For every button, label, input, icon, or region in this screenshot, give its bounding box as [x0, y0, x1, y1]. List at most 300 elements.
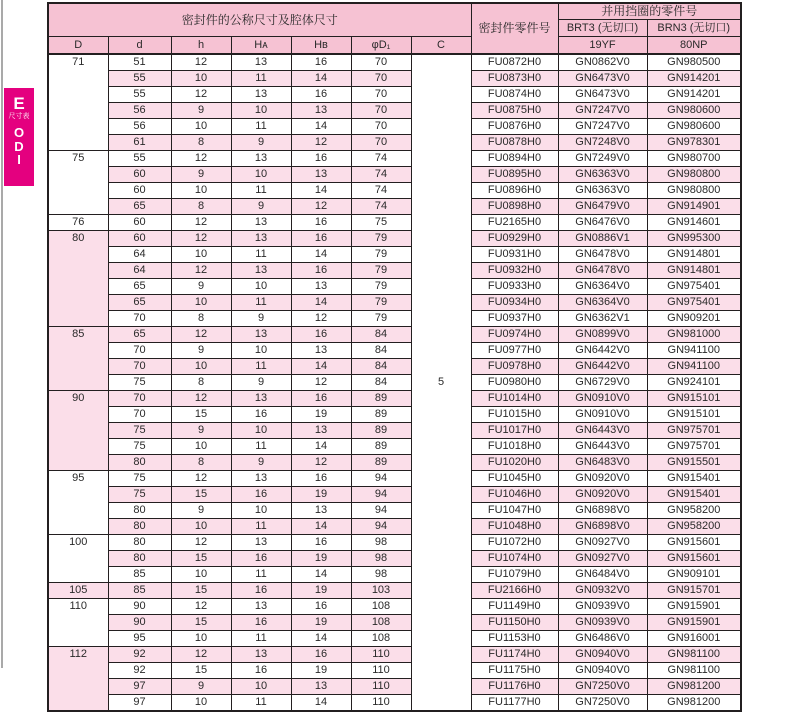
cell-seal-part-no: FU1045H0: [471, 471, 558, 487]
cell-brt3-part-no: GN6473V0: [558, 87, 647, 103]
table-row: [48, 535, 741, 551]
cell-d: 65: [108, 199, 171, 215]
cell-D: 112: [48, 647, 108, 712]
cell-HB: 13: [291, 503, 351, 519]
cell-seal-part-no: FU0977H0: [471, 343, 558, 359]
col-header-phiD1: φD₁: [351, 37, 411, 55]
cell-h: 10: [171, 183, 231, 199]
tab-code-o: O: [13, 125, 25, 140]
table-row: [48, 551, 741, 567]
cell-brt3-part-no: GN6898V0: [558, 519, 647, 535]
cell-HB: 14: [291, 71, 351, 87]
cell-brn3-part-no: GN981200: [647, 695, 741, 712]
cell-HB: 16: [291, 215, 351, 231]
cell-HA: 13: [231, 471, 291, 487]
table-row: [48, 519, 741, 535]
cell-HA: 11: [231, 567, 291, 583]
cell-HA: 11: [231, 359, 291, 375]
cell-brt3-part-no: GN6362V1: [558, 311, 647, 327]
cell-HB: 19: [291, 615, 351, 631]
table-row: [48, 599, 741, 615]
cell-seal-part-no: FU1020H0: [471, 455, 558, 471]
cell-seal-part-no: FU0896H0: [471, 183, 558, 199]
cell-seal-part-no: FU0931H0: [471, 247, 558, 263]
cell-HB: 13: [291, 167, 351, 183]
cell-phiD1: 108: [351, 615, 411, 631]
cell-seal-part-no: FU1017H0: [471, 423, 558, 439]
cell-h: 8: [171, 455, 231, 471]
cell-h: 10: [171, 71, 231, 87]
table-row: [48, 647, 741, 663]
cell-seal-part-no: FU1177H0: [471, 695, 558, 712]
cell-h: 12: [171, 327, 231, 343]
dims-group-header: 密封件的公称尺寸及腔体尺寸: [48, 3, 471, 37]
cell-HA: 11: [231, 295, 291, 311]
table-body: [48, 54, 741, 711]
table-row: [48, 375, 741, 391]
cell-HA: 9: [231, 135, 291, 151]
cell-d: 92: [108, 647, 171, 663]
cell-brn3-part-no: GN924101: [647, 375, 741, 391]
cell-phiD1: 110: [351, 647, 411, 663]
cell-brn3-part-no: GN914901: [647, 199, 741, 215]
cell-phiD1: 89: [351, 439, 411, 455]
table-row: [48, 487, 741, 503]
cell-phiD1: 89: [351, 391, 411, 407]
cell-d: 80: [108, 551, 171, 567]
col-header-HB: Hʙ: [291, 37, 351, 55]
table-row: [48, 567, 741, 583]
cell-HB: 13: [291, 103, 351, 119]
table-row: [48, 471, 741, 487]
cell-HB: 19: [291, 551, 351, 567]
cell-brn3-part-no: GN981100: [647, 663, 741, 679]
cell-HA: 16: [231, 487, 291, 503]
cell-h: 9: [171, 103, 231, 119]
cell-HA: 13: [231, 327, 291, 343]
cell-HB: 14: [291, 519, 351, 535]
cell-HA: 11: [231, 71, 291, 87]
cell-brn3-part-no: GN915501: [647, 455, 741, 471]
cell-seal-part-no: FU0929H0: [471, 231, 558, 247]
table-row: [48, 583, 741, 599]
cell-HA: 11: [231, 631, 291, 647]
cell-HB: 16: [291, 471, 351, 487]
cell-HA: 13: [231, 599, 291, 615]
cell-phiD1: 94: [351, 519, 411, 535]
cell-HB: 12: [291, 455, 351, 471]
cell-HA: 16: [231, 663, 291, 679]
cell-HB: 14: [291, 119, 351, 135]
cell-d: 64: [108, 263, 171, 279]
cell-seal-part-no: FU0978H0: [471, 359, 558, 375]
cell-phiD1: 103: [351, 583, 411, 599]
table-row: [48, 343, 741, 359]
table-row: [48, 455, 741, 471]
col-header-HA: Hᴀ: [231, 37, 291, 55]
table-row: [48, 71, 741, 87]
cell-d: 75: [108, 471, 171, 487]
table-row: [48, 167, 741, 183]
cell-phiD1: 94: [351, 471, 411, 487]
cell-D: 80: [48, 231, 108, 327]
cell-brn3-part-no: GN980500: [647, 54, 741, 71]
cell-phiD1: 79: [351, 263, 411, 279]
table-row: [48, 247, 741, 263]
cell-brt3-part-no: GN6364V0: [558, 279, 647, 295]
cell-phiD1: 110: [351, 695, 411, 712]
cell-D: 85: [48, 327, 108, 391]
cell-d: 70: [108, 407, 171, 423]
cell-HB: 16: [291, 54, 351, 71]
cell-h: 12: [171, 215, 231, 231]
cell-HB: 16: [291, 647, 351, 663]
table-row: [48, 695, 741, 712]
cell-d: 70: [108, 343, 171, 359]
cell-d: 80: [108, 535, 171, 551]
cell-h: 10: [171, 439, 231, 455]
cell-brt3-part-no: GN6443V0: [558, 423, 647, 439]
cell-brt3-part-no: GN0862V0: [558, 54, 647, 71]
cell-d: 60: [108, 167, 171, 183]
cell-phiD1: 70: [351, 87, 411, 103]
cell-phiD1: 79: [351, 279, 411, 295]
cell-d: 90: [108, 599, 171, 615]
cell-brn3-part-no: GN915401: [647, 471, 741, 487]
cell-D: 75: [48, 151, 108, 215]
cell-phiD1: 70: [351, 103, 411, 119]
cell-HB: 14: [291, 631, 351, 647]
cell-d: 61: [108, 135, 171, 151]
table-row: [48, 631, 741, 647]
cell-HA: 16: [231, 551, 291, 567]
cell-d: 65: [108, 279, 171, 295]
cell-d: 75: [108, 423, 171, 439]
cell-brn3-part-no: GN909201: [647, 311, 741, 327]
cell-brn3-part-no: GN981000: [647, 327, 741, 343]
cell-brt3-part-no: GN0886V1: [558, 231, 647, 247]
cell-phiD1: 108: [351, 599, 411, 615]
cell-brt3-part-no: GN6486V0: [558, 631, 647, 647]
section-tab: [4, 88, 34, 186]
cell-seal-part-no: FU0876H0: [471, 119, 558, 135]
cell-d: 75: [108, 439, 171, 455]
cell-brt3-part-no: GN6442V0: [558, 343, 647, 359]
cell-brt3-part-no: GN6364V0: [558, 295, 647, 311]
cell-phiD1: 74: [351, 199, 411, 215]
cell-HA: 9: [231, 375, 291, 391]
cell-seal-part-no: FU1047H0: [471, 503, 558, 519]
cell-brn3-part-no: GN975401: [647, 279, 741, 295]
cell-d: 60: [108, 231, 171, 247]
cell-HB: 14: [291, 439, 351, 455]
cell-h: 12: [171, 647, 231, 663]
cell-brt3-part-no: GN0910V0: [558, 407, 647, 423]
cell-brt3-part-no: GN0939V0: [558, 615, 647, 631]
cell-brt3-part-no: GN6442V0: [558, 359, 647, 375]
cell-HB: 12: [291, 311, 351, 327]
cell-d: 90: [108, 615, 171, 631]
table-row: [48, 503, 741, 519]
cell-d: 64: [108, 247, 171, 263]
cell-D: 90: [48, 391, 108, 471]
cell-brn3-part-no: GN975701: [647, 439, 741, 455]
cell-phiD1: 89: [351, 407, 411, 423]
cell-brn3-part-no: GN958200: [647, 519, 741, 535]
cell-brt3-part-no: GN0939V0: [558, 599, 647, 615]
cell-seal-part-no: FU0974H0: [471, 327, 558, 343]
table-row: [48, 135, 741, 151]
cell-HB: 14: [291, 359, 351, 375]
cell-brn3-part-no: GN941100: [647, 343, 741, 359]
cell-seal-part-no: FU0937H0: [471, 311, 558, 327]
cell-brn3-part-no: GN909101: [647, 567, 741, 583]
cell-d: 56: [108, 119, 171, 135]
cell-phiD1: 70: [351, 54, 411, 71]
cell-h: 15: [171, 615, 231, 631]
cell-seal-part-no: FU1015H0: [471, 407, 558, 423]
cell-HB: 14: [291, 183, 351, 199]
cell-HA: 13: [231, 215, 291, 231]
cell-h: 9: [171, 279, 231, 295]
cell-brt3-part-no: GN6473V0: [558, 71, 647, 87]
cell-h: 9: [171, 423, 231, 439]
cell-brn3-part-no: GN980700: [647, 151, 741, 167]
cell-d: 60: [108, 183, 171, 199]
cell-d: 80: [108, 519, 171, 535]
cell-brn3-part-no: GN915101: [647, 391, 741, 407]
cell-brt3-part-no: GN0927V0: [558, 535, 647, 551]
cell-brt3-part-no: GN7247V0: [558, 103, 647, 119]
cell-d: 51: [108, 54, 171, 71]
cell-brn3-part-no: GN941100: [647, 359, 741, 375]
cell-HA: 11: [231, 183, 291, 199]
cell-HA: 11: [231, 119, 291, 135]
cell-HA: 10: [231, 279, 291, 295]
cell-d: 92: [108, 663, 171, 679]
cell-phiD1: 79: [351, 247, 411, 263]
cell-h: 10: [171, 119, 231, 135]
tab-label: 尺寸表: [8, 113, 30, 120]
page-edge-line: [1, 0, 3, 668]
cell-d: 70: [108, 391, 171, 407]
table-row: [48, 295, 741, 311]
cell-HB: 16: [291, 263, 351, 279]
cell-phiD1: 79: [351, 311, 411, 327]
cell-seal-part-no: FU1072H0: [471, 535, 558, 551]
cell-phiD1: 110: [351, 663, 411, 679]
ring-brt3-header: BRT3 (无切口): [558, 20, 647, 37]
header-row-3: [48, 37, 741, 55]
cell-brt3-part-no: GN6476V0: [558, 215, 647, 231]
cell-HB: 16: [291, 151, 351, 167]
cell-brt3-part-no: GN6479V0: [558, 199, 647, 215]
cell-brt3-part-no: GN0940V0: [558, 647, 647, 663]
cell-phiD1: 94: [351, 503, 411, 519]
cell-brn3-part-no: GN915601: [647, 535, 741, 551]
cell-phiD1: 84: [351, 343, 411, 359]
cell-d: 75: [108, 375, 171, 391]
cell-HA: 13: [231, 647, 291, 663]
cell-HB: 12: [291, 199, 351, 215]
cell-h: 12: [171, 151, 231, 167]
col-header-h: h: [171, 37, 231, 55]
cell-brt3-part-no: GN6898V0: [558, 503, 647, 519]
cell-h: 8: [171, 375, 231, 391]
cell-seal-part-no: FU1176H0: [471, 679, 558, 695]
cell-HA: 10: [231, 423, 291, 439]
cell-brt3-part-no: GN6443V0: [558, 439, 647, 455]
cell-HA: 9: [231, 199, 291, 215]
cell-brn3-part-no: GN915401: [647, 487, 741, 503]
table-row: [48, 311, 741, 327]
table-row: [48, 183, 741, 199]
cell-h: 10: [171, 359, 231, 375]
cell-phiD1: 79: [351, 231, 411, 247]
cell-brt3-part-no: GN7247V0: [558, 119, 647, 135]
cell-brt3-part-no: GN6729V0: [558, 375, 647, 391]
ring-brn3-header: BRN3 (无切口): [647, 20, 741, 37]
tab-code-i: I: [17, 152, 21, 167]
cell-seal-part-no: FU1046H0: [471, 487, 558, 503]
cell-brt3-part-no: GN6363V0: [558, 183, 647, 199]
cell-HB: 12: [291, 135, 351, 151]
cell-h: 10: [171, 695, 231, 712]
cell-d: 55: [108, 71, 171, 87]
cell-d: 60: [108, 215, 171, 231]
col-header-C: C: [411, 37, 471, 55]
cell-HA: 13: [231, 263, 291, 279]
cell-brt3-part-no: GN0920V0: [558, 471, 647, 487]
cell-h: 10: [171, 247, 231, 263]
table-row: [48, 615, 741, 631]
cell-D: 105: [48, 583, 108, 599]
cell-seal-part-no: FU1174H0: [471, 647, 558, 663]
cell-HA: 13: [231, 231, 291, 247]
cell-seal-part-no: FU1079H0: [471, 567, 558, 583]
cell-d: 65: [108, 327, 171, 343]
cell-seal-part-no: FU1175H0: [471, 663, 558, 679]
table-row: [48, 103, 741, 119]
cell-phiD1: 75: [351, 215, 411, 231]
cell-brn3-part-no: GN980800: [647, 167, 741, 183]
cell-seal-part-no: FU0873H0: [471, 71, 558, 87]
table-row: [48, 119, 741, 135]
cell-phiD1: 94: [351, 487, 411, 503]
cell-phiD1: 74: [351, 183, 411, 199]
cell-phiD1: 98: [351, 567, 411, 583]
table-row: [48, 263, 741, 279]
cell-HB: 14: [291, 695, 351, 712]
cell-HB: 19: [291, 487, 351, 503]
cell-phiD1: 74: [351, 151, 411, 167]
cell-h: 9: [171, 679, 231, 695]
cell-HA: 11: [231, 695, 291, 712]
cell-seal-part-no: FU1153H0: [471, 631, 558, 647]
cell-HA: 16: [231, 407, 291, 423]
cell-brn3-part-no: GN915601: [647, 551, 741, 567]
cell-HB: 16: [291, 391, 351, 407]
header-row-1: [48, 3, 741, 20]
cell-HB: 14: [291, 295, 351, 311]
cell-h: 15: [171, 663, 231, 679]
cell-phiD1: 70: [351, 71, 411, 87]
cell-h: 10: [171, 519, 231, 535]
cell-phiD1: 89: [351, 455, 411, 471]
cell-HA: 16: [231, 615, 291, 631]
cell-seal-part-no: FU0875H0: [471, 103, 558, 119]
cell-brt3-part-no: GN0910V0: [558, 391, 647, 407]
cell-HA: 13: [231, 54, 291, 71]
cell-brt3-part-no: GN0927V0: [558, 551, 647, 567]
cell-seal-part-no: FU1048H0: [471, 519, 558, 535]
cell-h: 12: [171, 391, 231, 407]
cell-D: 110: [48, 599, 108, 647]
table-row: [48, 231, 741, 247]
cell-h: 9: [171, 167, 231, 183]
cell-seal-part-no: FU0878H0: [471, 135, 558, 151]
cell-seal-part-no: FU2165H0: [471, 215, 558, 231]
cell-phiD1: 70: [351, 135, 411, 151]
ring-grade-80NP-header: 80NP: [647, 37, 741, 55]
cell-brn3-part-no: GN980600: [647, 103, 741, 119]
cell-D: 100: [48, 535, 108, 583]
cell-brt3-part-no: GN0920V0: [558, 487, 647, 503]
cell-HB: 13: [291, 679, 351, 695]
tab-letter: E: [13, 94, 25, 113]
cell-d: 55: [108, 151, 171, 167]
cell-seal-part-no: FU1018H0: [471, 439, 558, 455]
cell-brt3-part-no: GN0932V0: [558, 583, 647, 599]
cell-h: 9: [171, 343, 231, 359]
cell-h: 9: [171, 503, 231, 519]
cell-HA: 10: [231, 167, 291, 183]
table-row: [48, 391, 741, 407]
table-row: [48, 423, 741, 439]
table-row: [48, 279, 741, 295]
cell-seal-part-no: FU0934H0: [471, 295, 558, 311]
cell-HA: 11: [231, 519, 291, 535]
cell-seal-part-no: FU2166H0: [471, 583, 558, 599]
cell-phiD1: 110: [351, 679, 411, 695]
cell-h: 12: [171, 599, 231, 615]
cell-HA: 11: [231, 439, 291, 455]
cell-brn3-part-no: GN981200: [647, 679, 741, 695]
cell-HB: 16: [291, 231, 351, 247]
cell-brn3-part-no: GN914801: [647, 263, 741, 279]
table-row: [48, 679, 741, 695]
col-header-d: d: [108, 37, 171, 55]
cell-h: 8: [171, 199, 231, 215]
cell-HB: 14: [291, 567, 351, 583]
cell-seal-part-no: FU0898H0: [471, 199, 558, 215]
cell-h: 10: [171, 567, 231, 583]
cell-HA: 10: [231, 343, 291, 359]
cell-h: 12: [171, 231, 231, 247]
cell-C: 5: [411, 54, 471, 711]
cell-h: 8: [171, 311, 231, 327]
cell-HA: 9: [231, 311, 291, 327]
cell-phiD1: 98: [351, 535, 411, 551]
cell-brt3-part-no: GN6478V0: [558, 263, 647, 279]
cell-HA: 10: [231, 103, 291, 119]
cell-d: 85: [108, 583, 171, 599]
cell-brn3-part-no: GN980600: [647, 119, 741, 135]
cell-brt3-part-no: GN0940V0: [558, 663, 647, 679]
cell-HB: 16: [291, 87, 351, 103]
table-row: [48, 87, 741, 103]
cell-phiD1: 79: [351, 295, 411, 311]
